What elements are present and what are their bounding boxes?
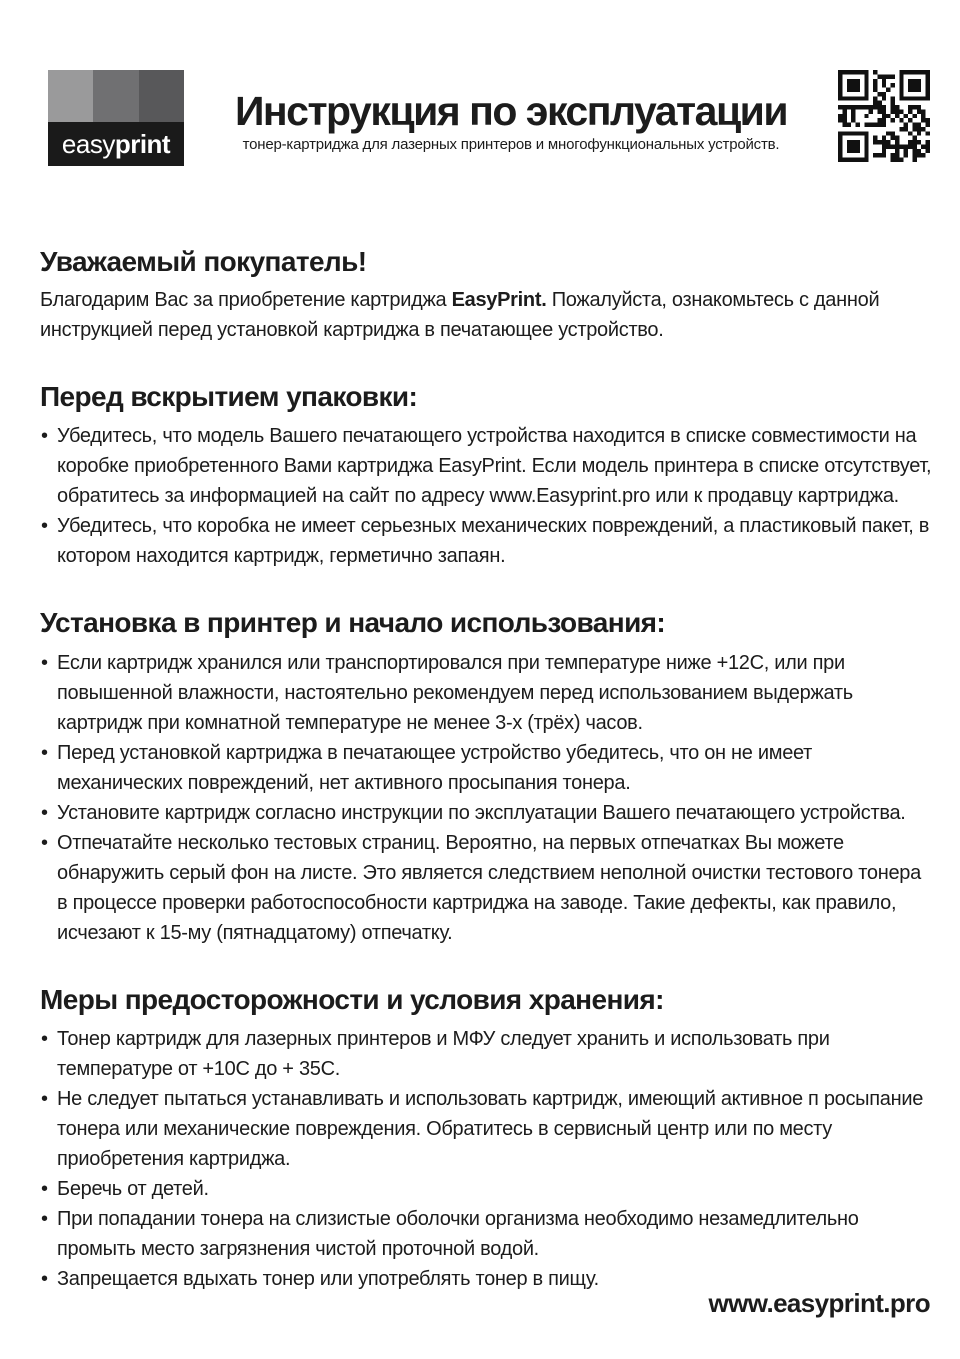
brand-name: EasyPrint.	[451, 289, 547, 312]
document-header	[0, 0, 960, 166]
list-item: • При попадании тонера на слизистые оболочки организма необходимо незамедлительно промыть место загрязнения чистой проточной водой.	[40, 1204, 935, 1264]
list-item: • Убедитесь, что модель Вашего печатающего устройства находится в списке совместимости на коробке приобретенного Вами картриджа EasyPrint. Если модель принтера в списке отсутствует, обратитесь за информацией на сайт по адресу www.Easyprint.pro или к продавцу картриджа.	[40, 421, 935, 511]
list-item: • Если картридж хранился или транспортировался при температуре ниже +12С, или при повышенной влажности, настоятельно рекомендуем перед использованием выдержать картридж при комнатной температуре не менее 3-х (трёх) часов.	[40, 648, 935, 738]
logo-word-print: print	[114, 128, 171, 159]
list-item: • Тонер картридж для лазерных принтеров и МФУ следует хранить и использовать при температуре от +10С до + 35С.	[40, 1024, 935, 1084]
list-item: • Перед установкой картриджа в печатающее устройство убедитесь, что он не имеет механических повреждений, нет активного просыпания тонера.	[40, 738, 935, 798]
logo-color-squares	[48, 70, 184, 122]
logo-square-mid	[93, 70, 138, 122]
title-block	[184, 70, 838, 153]
list-item: • Не следует пытаться устанавливать и использовать картридж, имеющий активное п росыпание тонера или механические повреждения. Обратитесь в сервисный центр или по месту приобретения картриджа.	[40, 1084, 935, 1174]
logo-square-light	[48, 70, 93, 122]
document-title: Инструкция по эксплуатации	[234, 88, 788, 134]
list-item: • Беречь от детей.	[40, 1174, 935, 1204]
list-item: • Отпечатайте несколько тестовых страниц. Вероятно, на первых отпечатках Вы можете обнаружить серый фон на листе. Это является следствием неполной очистки тестового тонера в процессе проверки работоспособности картриджа на заводе. Такие дефекты, как правило, исчезают к 15-му (пятнадцатому) отпечатку.	[40, 828, 935, 948]
website-url: www.easyprint.pro	[708, 1288, 930, 1318]
document-subtitle: тонер-картриджа для лазерных принтеров и многофункциональных устройств.	[242, 136, 780, 154]
qr-code	[838, 70, 930, 162]
qr-code-icon	[838, 70, 930, 162]
logo-word-easy: easy	[61, 128, 115, 159]
greeting-heading: Уважаемый покупатель!	[40, 246, 367, 277]
section-installation	[40, 607, 935, 947]
list-item: • Запрещается вдыхать тонер или употреблять тонер в пищу.	[40, 1264, 935, 1294]
document-body	[0, 246, 960, 1294]
bullet-list	[40, 648, 935, 948]
bullet-list	[40, 421, 935, 571]
section-heading: Меры предосторожности и условия хранения:	[40, 983, 664, 1015]
list-item: • Убедитесь, что коробка не имеет серьезных механических повреждений, а пластиковый пакет, в котором находится картридж, герметично запаян.	[40, 511, 935, 571]
greeting-text	[40, 285, 935, 345]
section-heading: Перед вскрытием упаковки:	[40, 381, 418, 413]
easyprint-logo	[48, 70, 184, 166]
greeting-text-before: Благодарим Вас за приобретение картриджа	[40, 289, 452, 312]
greeting-section	[40, 246, 935, 345]
greeting-text-after: Пожалуйста, ознакомьтесь с данной инструкцией перед установкой картриджа в печатающее устройство.	[40, 289, 880, 342]
section-precautions	[40, 984, 935, 1294]
logo-wordmark	[48, 122, 184, 166]
logo-square-dark	[139, 70, 184, 122]
list-item: • Установите картридж согласно инструкции по эксплуатации Вашего печатающего устройства.	[40, 798, 935, 828]
section-before-opening	[40, 381, 935, 571]
bullet-list	[40, 1024, 935, 1294]
section-heading: Установка в принтер и начало использования:	[40, 607, 666, 639]
